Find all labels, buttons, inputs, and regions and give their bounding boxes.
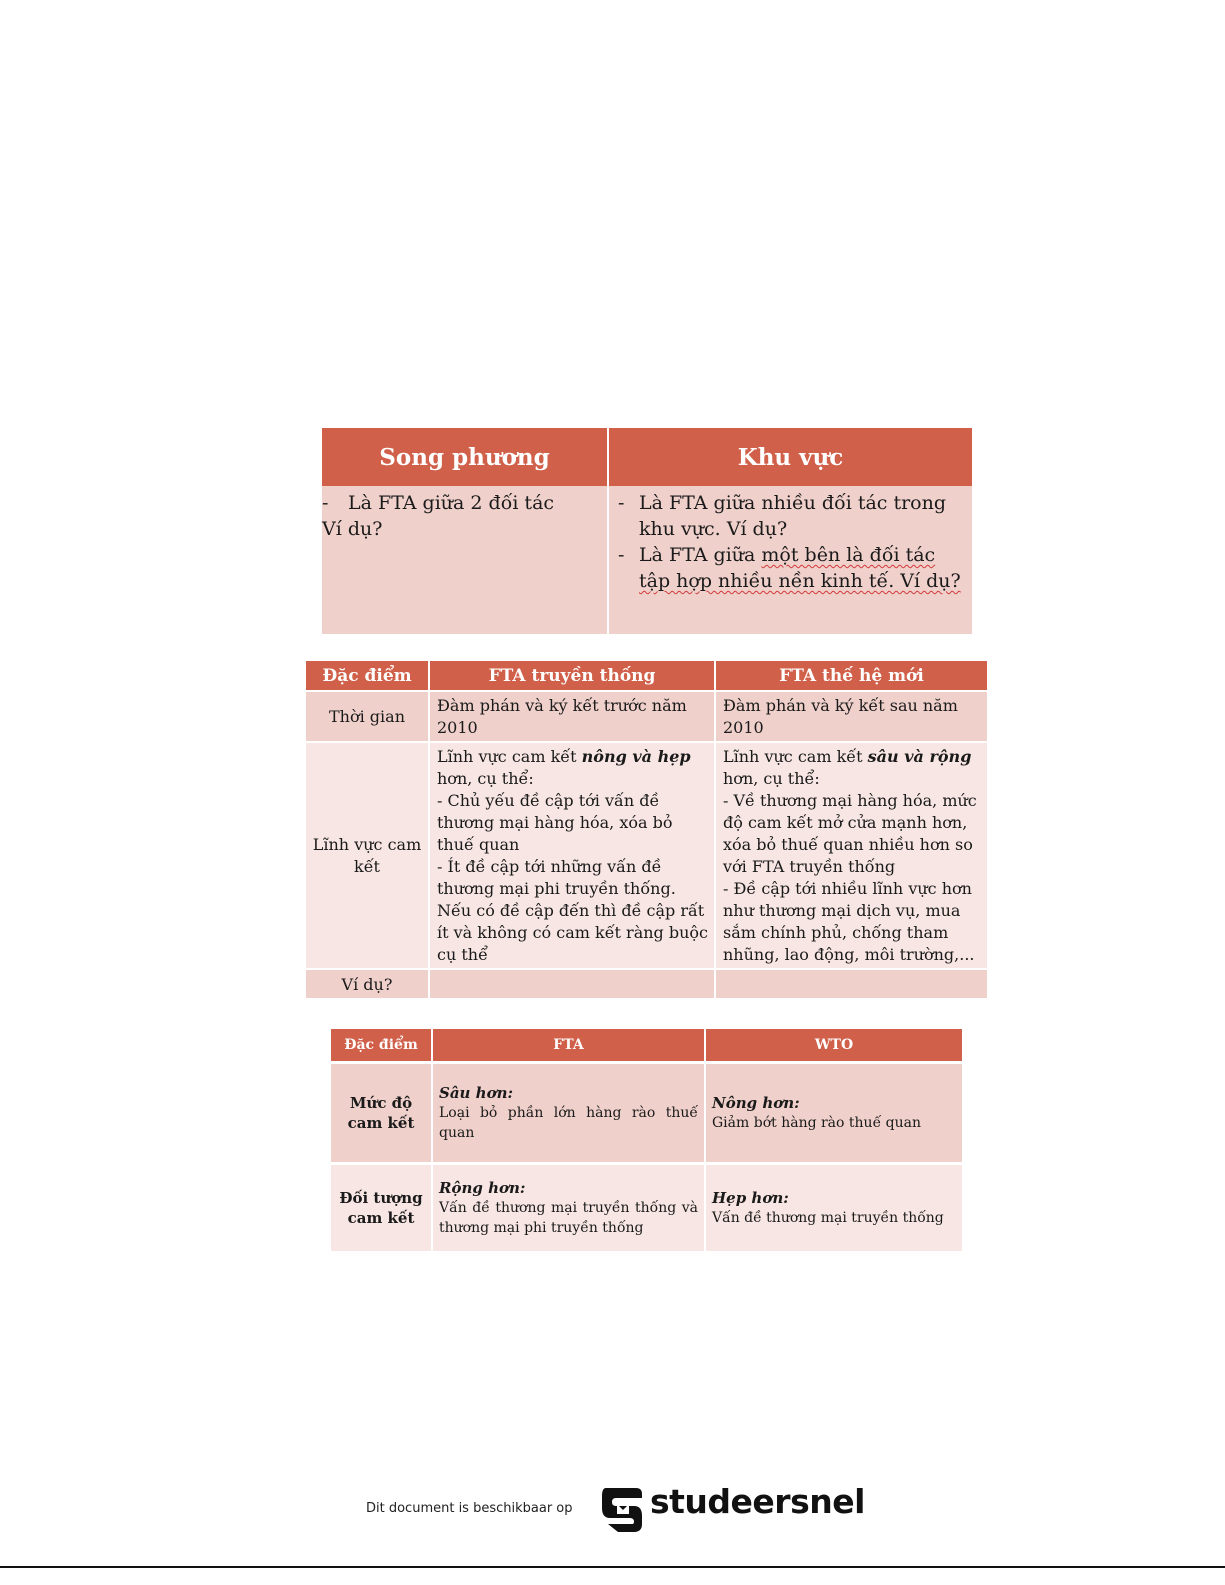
regional-item-1: - Là FTA giữa nhiều đối tác trong khu vực. Ví dụ? xyxy=(609,490,972,542)
intro-text: Lĩnh vực cam kết xyxy=(437,747,582,766)
wto-object-text: Vấn đề thương mại truyền thống xyxy=(712,1210,944,1226)
header-bilateral: Song phương xyxy=(322,428,608,486)
fta-object-text: Vấn đề thương mại truyền thống và thương mại phi truyền thống xyxy=(439,1200,698,1236)
fta-level-text: Loại bỏ phần lớn hàng rào thuế quan xyxy=(439,1105,698,1141)
studeersnel-brand[interactable]: studeersnel xyxy=(650,1482,865,1521)
bilateral-dash: - xyxy=(322,492,329,514)
regional-item-2 xyxy=(609,542,972,594)
header-regional: Khu vực xyxy=(608,428,972,486)
page-bottom-rule xyxy=(0,1566,1225,1568)
row-label-example: Ví dụ? xyxy=(306,969,429,998)
footer-availability-text: Dit document is beschikbaar op xyxy=(366,1501,573,1516)
header-feature: Đặc điểm xyxy=(306,661,429,691)
regional-item-2-text: Là FTA giữa xyxy=(639,544,762,566)
row-label-time: Thời gian xyxy=(306,691,429,742)
emphasis-text: sâu và rộng xyxy=(867,747,972,766)
fta-commitment-level xyxy=(432,1063,705,1164)
header-feature: Đặc điểm xyxy=(331,1029,432,1063)
bilateral-example: Ví dụ? xyxy=(322,518,383,540)
header-wto: WTO xyxy=(705,1029,962,1063)
wto-level-heading: Nông hơn: xyxy=(712,1094,800,1112)
header-fta: FTA xyxy=(432,1029,705,1063)
traditional-example xyxy=(429,969,715,998)
traditional-scope-bullet-1: - Chủ yếu đề cập tới vấn đề thương mại hàng hóa, xóa bỏ thuế quan xyxy=(437,791,673,854)
studeersnel-logo-icon[interactable] xyxy=(598,1484,644,1538)
bilateral-cell xyxy=(322,486,608,634)
regional-cell xyxy=(608,486,972,634)
fta-generation-table xyxy=(306,661,987,998)
bilateral-definition: Là FTA giữa 2 đối tác xyxy=(348,492,555,514)
fta-vs-wto-table xyxy=(331,1029,962,1251)
spellcheck-marked-text: một bên là đối tác tập hợp nhiều nền kinh tế. Ví dụ? xyxy=(639,544,961,592)
row-label-scope: Lĩnh vực cam kết xyxy=(306,742,429,969)
new-scope-intro xyxy=(723,746,983,790)
new-scope-bullet-1: - Về thương mại hàng hóa, mức độ cam kết mở cửa mạnh hơn, xóa bỏ thuế quan nhiều hơn so với FTA truyền thống xyxy=(723,791,977,876)
intro-after: hơn, cụ thể: xyxy=(723,769,820,788)
row-label-commitment-object: Đối tượng cam kết xyxy=(331,1164,432,1252)
new-example xyxy=(715,969,987,998)
new-scope xyxy=(715,742,987,969)
traditional-scope-bullet-2: - Ít đề cập tới những vấn đề thương mại phi truyền thống. Nếu có đề cập đến thì đề cập rất ít và không có cam kết ràng buộc cụ thể xyxy=(437,857,709,964)
fta-commitment-object xyxy=(432,1164,705,1252)
intro-after: hơn, cụ thể: xyxy=(437,769,534,788)
intro-text: Lĩnh vực cam kết xyxy=(723,747,868,766)
wto-commitment-level xyxy=(705,1063,962,1164)
new-time: Đàm phán và ký kết sau năm 2010 xyxy=(715,691,987,742)
emphasis-text: nông và hẹp xyxy=(581,747,691,766)
fta-object-heading: Rộng hơn: xyxy=(439,1179,526,1197)
fta-level-heading: Sâu hơn: xyxy=(439,1084,514,1102)
traditional-time: Đàm phán và ký kết trước năm 2010 xyxy=(429,691,715,742)
wto-level-text: Giảm bớt hàng rào thuế quan xyxy=(712,1115,921,1131)
header-traditional-fta: FTA truyền thống xyxy=(429,661,715,691)
new-scope-bullet-2: - Đề cập tới nhiều lĩnh vực hơn như thương mại dịch vụ, mua sắm chính phủ, chống tham nhũng, lao động, môi trường,... xyxy=(723,879,975,964)
header-new-generation-fta: FTA thế hệ mới xyxy=(715,661,987,691)
wto-object-heading: Hẹp hơn: xyxy=(712,1189,789,1207)
traditional-scope-intro xyxy=(437,746,710,790)
wto-commitment-object xyxy=(705,1164,962,1252)
traditional-scope xyxy=(429,742,715,969)
fta-type-table xyxy=(322,428,972,634)
row-label-commitment-level: Mức độ cam kết xyxy=(331,1063,432,1164)
